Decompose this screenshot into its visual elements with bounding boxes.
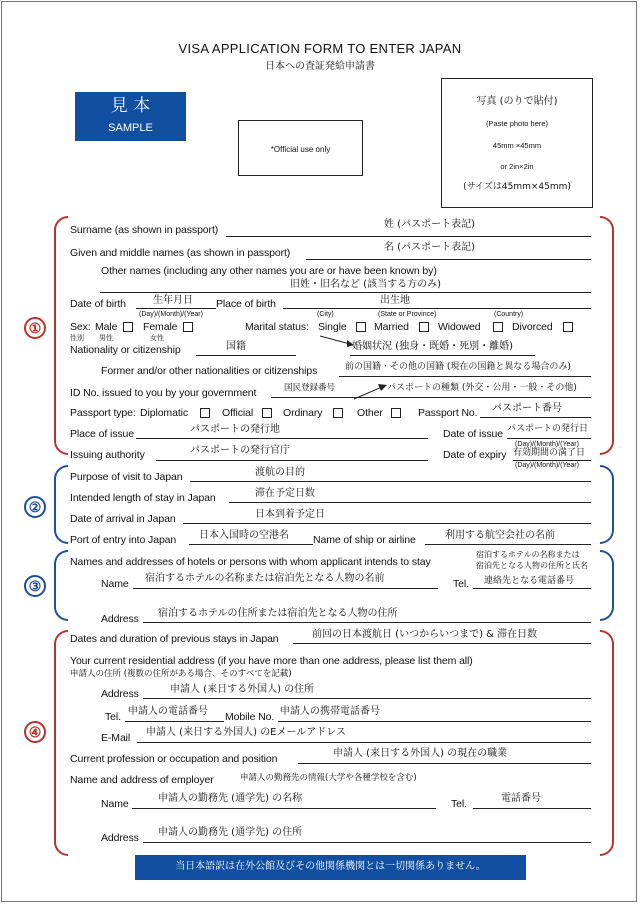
- ship-airline-label: Name of ship or airline: [313, 534, 416, 546]
- res-address-line: [143, 698, 591, 699]
- res-address-value[interactable]: 申請人 (来日する外国人) の住所: [170, 684, 315, 695]
- pob-value[interactable]: 出生地: [380, 295, 410, 306]
- previous-stays-value[interactable]: 前回の日本渡航日 (いつからいつまで) & 滞在日数: [312, 629, 538, 640]
- hotel-name-line: [133, 588, 438, 589]
- photo-line4: (サイズは45mm×45mm): [463, 182, 571, 192]
- dob-line: [136, 308, 216, 309]
- ptype-other-label: Other: [357, 407, 383, 419]
- passport-no-value[interactable]: パスポート番号: [492, 403, 562, 414]
- email-label: E-Mail: [101, 732, 131, 744]
- profession-label: Current profession or occupation and position: [70, 753, 278, 765]
- employer-label: Name and address of employer: [70, 774, 214, 786]
- employer-address-value[interactable]: 申請人の勤務先 (通学先) の住所: [158, 827, 303, 838]
- date-of-expiry-hint: (Day)/(Month)/(Year): [515, 462, 579, 469]
- sample-badge-en: SAMPLE: [108, 122, 153, 134]
- form-subtitle: 日本への査証発給申請書: [265, 61, 375, 72]
- ship-airline-line: [425, 544, 591, 545]
- given-names-label: Given and middle names (as shown in passport): [70, 247, 291, 259]
- passport-type-arrow-icon: [350, 381, 390, 403]
- hotel-address-value[interactable]: 宿泊するホテルの住所または宿泊先となる人物の住所: [158, 608, 398, 619]
- ptype-official-checkbox[interactable]: [262, 408, 272, 418]
- employer-tel-line: [473, 808, 591, 809]
- dob-value[interactable]: 生年月日: [153, 295, 193, 306]
- date-of-expiry-value[interactable]: 有効期間の満了日: [513, 448, 586, 458]
- port-of-entry-line: [189, 544, 313, 545]
- employer-tel-value[interactable]: 電話番号: [501, 793, 541, 804]
- mobile-label: Mobile No.: [225, 711, 275, 723]
- marital-widowed-checkbox[interactable]: [493, 322, 503, 332]
- date-of-expiry-line: [513, 460, 591, 461]
- hotel-name-label: Name: [101, 578, 129, 590]
- pob-line: [283, 308, 591, 309]
- official-use-label: *Official use only: [270, 145, 331, 154]
- pob-state-hint: (State or Province): [378, 311, 437, 318]
- mobile-value[interactable]: 申請人の携帯電話番号: [280, 706, 380, 717]
- profession-value[interactable]: 申請人 (来日する外国人) の現在の職業: [333, 748, 508, 759]
- purpose-value[interactable]: 渡航の目的: [255, 467, 305, 478]
- other-names-line: [100, 292, 591, 293]
- section4-bracket-right: [600, 630, 614, 856]
- sex-female-label: Female: [143, 321, 178, 333]
- hotel-name-value[interactable]: 宿泊するホテルの名称または宿泊先となる人物の名前: [145, 573, 385, 584]
- official-use-box: [238, 120, 363, 176]
- sex-male-jp: 男性: [99, 334, 113, 342]
- pob-label: Place of birth: [216, 298, 276, 310]
- ptype-ordinary-checkbox[interactable]: [333, 408, 343, 418]
- surname-label: Surname (as shown in passport): [70, 224, 219, 236]
- other-names-value[interactable]: 旧姓・旧名など (該当する方のみ): [290, 279, 441, 290]
- sex-jp: 性別: [70, 334, 84, 342]
- res-address-label: Address: [101, 688, 139, 700]
- given-names-line: [306, 259, 591, 260]
- employer-name-line: [132, 808, 436, 809]
- nationality-value[interactable]: 国籍: [226, 341, 246, 352]
- pob-city-hint: (City): [317, 311, 334, 318]
- section1-number: ①: [24, 317, 46, 339]
- section3-bracket-left: [54, 550, 68, 621]
- residential-note: 申請人の住所 (複数の住所がある場合、そのすべてを記載): [70, 669, 292, 679]
- section3-number: ③: [24, 575, 46, 597]
- photo-line2: 45mm ×45mm: [492, 141, 542, 150]
- passport-no-line: [480, 417, 591, 418]
- sex-male-checkbox[interactable]: [123, 322, 133, 332]
- pob-country-hint: (Country): [494, 311, 524, 318]
- email-value[interactable]: 申請人 (来日する外国人) のEメールアドレス: [146, 727, 346, 738]
- issuing-authority-value[interactable]: パスポートの発行官庁: [190, 445, 290, 456]
- marital-note-line: [350, 355, 535, 356]
- issuing-authority-line: [156, 460, 428, 461]
- section2-bracket-left: [54, 465, 68, 544]
- date-of-issue-line: [507, 438, 591, 439]
- id-no-label: ID No. issued to you by your government: [70, 387, 257, 399]
- place-of-issue-line: [136, 438, 428, 439]
- ptype-diplomatic-label: Diplomatic: [140, 407, 189, 419]
- hotels-note-2: 宿泊先となる人物の住所と氏名: [476, 561, 588, 570]
- sex-female-checkbox[interactable]: [183, 322, 193, 332]
- hotel-tel-label: Tel.: [453, 578, 469, 590]
- purpose-line: [190, 481, 591, 482]
- port-of-entry-label: Port of entry into Japan: [70, 534, 177, 546]
- section3-bracket-right: [600, 550, 614, 621]
- passport-no-label: Passport No.: [418, 407, 478, 419]
- ptype-other-checkbox[interactable]: [391, 408, 401, 418]
- date-of-issue-value[interactable]: パスポートの発行日: [507, 424, 589, 434]
- place-of-issue-label: Place of issue: [70, 428, 134, 440]
- employer-name-value[interactable]: 申請人の勤務先 (通学先) の名称: [158, 793, 303, 804]
- mobile-line: [278, 721, 591, 722]
- employer-tel-label: Tel.: [451, 798, 467, 810]
- arrival-date-value[interactable]: 日本到着予定日: [255, 509, 325, 520]
- photo-line3: or 2in×2in: [500, 162, 534, 171]
- res-tel-line: [125, 721, 224, 722]
- marital-married-checkbox[interactable]: [419, 322, 429, 332]
- former-nationality-value[interactable]: 前の国籍・その他の国籍 (現在の国籍と異なる場合のみ): [345, 362, 571, 372]
- passport-type-note: パスポートの種類 (外交・公用・一般・その他): [387, 383, 577, 393]
- photo-line1: (Paste photo here): [485, 119, 549, 128]
- marital-label: Marital status:: [245, 321, 309, 333]
- section2-number: ②: [24, 496, 46, 518]
- port-of-entry-value[interactable]: 日本入国時の空港名: [199, 530, 289, 541]
- employer-address-label: Address: [101, 832, 139, 844]
- hotel-tel-line: [473, 588, 591, 589]
- profession-line: [298, 763, 591, 764]
- form-title: VISA APPLICATION FORM TO ENTER JAPAN: [178, 41, 462, 56]
- section1-bracket-right: [600, 216, 614, 455]
- section2-bracket-right: [600, 465, 614, 544]
- marital-divorced-checkbox[interactable]: [563, 322, 573, 332]
- ptype-official-label: Official: [222, 407, 254, 419]
- section4-number: ④: [24, 721, 46, 743]
- hotel-tel-value[interactable]: 連絡先となる電話番号: [484, 576, 575, 586]
- footer-disclaimer-bar: [135, 855, 526, 880]
- date-of-issue-label: Date of issue: [443, 428, 503, 440]
- hotels-note-1: 宿泊するホテルの名称または: [476, 550, 580, 559]
- ptype-diplomatic-checkbox[interactable]: [200, 408, 210, 418]
- purpose-label: Purpose of visit to Japan: [70, 471, 183, 483]
- other-names-label: Other names (including any other names you are or have been known by): [101, 265, 437, 277]
- sex-male-label: Male: [95, 321, 118, 333]
- length-of-stay-line: [229, 502, 591, 503]
- sex-female-jp: 女性: [150, 334, 164, 342]
- nationality-label: Nationality or citizenship: [70, 344, 181, 356]
- employer-note: 申請人の勤務先の情報(大学や各種学校を含む): [240, 773, 417, 783]
- id-no-line: [271, 397, 591, 398]
- marital-widowed-label: Widowed: [438, 321, 481, 333]
- marital-divorced-label: Divorced: [512, 321, 553, 333]
- footer-disclaimer: 当日本語訳は在外公館及びその他関係機関とは一切関係ありません。: [175, 861, 486, 872]
- photo-title: 写真 (のりで貼付): [476, 96, 558, 107]
- date-of-issue-hint: (Day)/(Month)/(Year): [515, 441, 579, 448]
- section1-bracket-left: [54, 216, 68, 455]
- marital-note: 婚姻状況 (独身・既婚・死別・離婚): [352, 341, 513, 352]
- previous-stays-line: [293, 643, 591, 644]
- nationality-line: [196, 355, 296, 356]
- former-nationality-label: Former and/or other nationalities or citizenships: [101, 365, 318, 377]
- dob-hint: (Day)/(Month)/(Year): [139, 311, 203, 318]
- residential-heading: Your current residential address (if you have more than one address, please list them all): [70, 655, 473, 667]
- sample-badge: [75, 92, 186, 141]
- employer-address-line: [143, 842, 591, 843]
- arrival-date-label: Date of arrival in Japan: [70, 513, 176, 525]
- ship-airline-value[interactable]: 利用する航空会社の名前: [445, 530, 555, 541]
- res-tel-value[interactable]: 申請人の電話番号: [128, 706, 208, 717]
- hotel-address-line: [143, 622, 591, 623]
- hotels-heading: Names and addresses of hotels or persons with whom applicant intends to stay: [70, 556, 431, 568]
- previous-stays-label: Dates and duration of previous stays in Japan: [70, 633, 279, 645]
- id-no-value[interactable]: 国民登録番号: [284, 383, 336, 393]
- hotel-address-label: Address: [101, 613, 139, 625]
- marital-single-checkbox[interactable]: [356, 322, 366, 332]
- marital-married-label: Married: [374, 321, 409, 333]
- place-of-issue-value[interactable]: パスポートの発行地: [190, 424, 280, 435]
- passport-type-label: Passport type:: [70, 407, 136, 419]
- marital-single-label: Single: [318, 321, 347, 333]
- given-names-value[interactable]: 名 (パスポート表記): [384, 242, 475, 253]
- email-line: [137, 742, 591, 743]
- issuing-authority-label: Issuing authority: [70, 449, 145, 461]
- employer-name-label: Name: [101, 798, 129, 810]
- former-nationality-line: [339, 376, 591, 377]
- length-of-stay-label: Intended length of stay in Japan: [70, 492, 216, 504]
- ptype-ordinary-label: Ordinary: [283, 407, 323, 419]
- surname-line: [226, 236, 591, 237]
- dob-label: Date of birth: [70, 298, 126, 310]
- date-of-expiry-label: Date of expiry: [443, 449, 507, 461]
- sex-label: Sex:: [70, 321, 91, 333]
- section4-bracket-left: [54, 630, 68, 856]
- surname-value[interactable]: 姓 (パスポート表記): [384, 219, 475, 230]
- length-of-stay-value[interactable]: 滞在予定日数: [255, 488, 315, 499]
- res-tel-label: Tel.: [105, 711, 121, 723]
- photo-box[interactable]: [441, 78, 593, 208]
- sample-badge-jp: 見 本: [110, 96, 151, 116]
- arrival-date-line: [183, 523, 591, 524]
